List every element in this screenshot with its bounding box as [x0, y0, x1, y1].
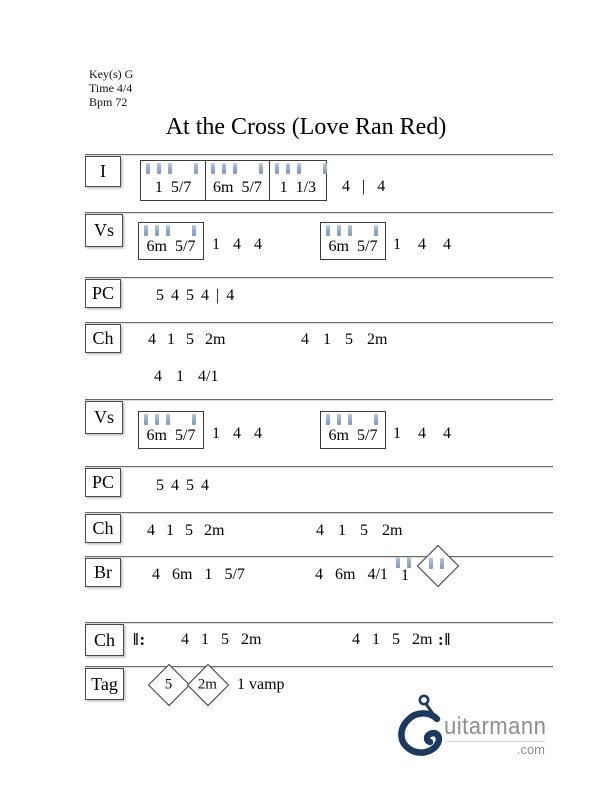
section-label-prechorus: PC [85, 468, 121, 497]
measure-cell [206, 161, 269, 200]
chord-text: 1 5/7 [154, 179, 192, 196]
section-line [85, 556, 553, 557]
measure-box [138, 222, 204, 260]
section-line [85, 666, 553, 667]
chord-text: 6m 5/7 [146, 427, 196, 444]
section-label-chorus: Ch [85, 624, 124, 656]
section-label-verse: Vs [85, 214, 123, 247]
chord-text: 6m 5/7 [146, 238, 196, 255]
chord-text: 6m 5/7 [328, 238, 378, 255]
rhythm-ticks [144, 414, 203, 425]
chord-text: 1 [401, 567, 409, 584]
section-line [85, 322, 553, 323]
chord-text: 1 4 4 [393, 425, 451, 442]
section-label-verse: Vs [85, 401, 123, 434]
section-label-bridge: Br [85, 558, 121, 587]
section-label-intro: I [85, 156, 121, 187]
rhythm-ticks [275, 163, 334, 174]
rhythm-ticks [146, 163, 205, 174]
chord-text: 2m [198, 676, 218, 693]
section-label-chorus: Ch [85, 324, 121, 353]
measure-box [138, 411, 204, 449]
chord-text: 4 1 4/1 [154, 368, 219, 385]
bpm: Bpm 72 [89, 95, 128, 109]
chord-text: 6m 5/7 [213, 179, 262, 196]
chord-text: 1 vamp [237, 676, 285, 693]
rhythm-ticks [326, 414, 385, 425]
logo-text: uitarmann [444, 713, 547, 740]
chord-text: 4 1 5 2m [352, 631, 433, 648]
chord-text: 5 4 5 4 | 4 [156, 287, 235, 304]
chord-text: 4 6m 1 5/7 [152, 566, 245, 583]
measure-cell [139, 223, 203, 259]
chord-text: 5 4 5 4 [156, 477, 209, 494]
chord-text: 4 1 5 2m [181, 631, 262, 648]
rhythm-ticks [211, 163, 270, 174]
chord-text: 4 1 5 2m [148, 331, 226, 348]
section-line [85, 399, 553, 400]
chord-text: 4 6m 4/1 [315, 566, 388, 583]
measure-cell [321, 412, 385, 448]
chord-text: 1 1/3 [279, 179, 317, 196]
section-line [85, 512, 553, 513]
chord-text: 6m 5/7 [328, 427, 378, 444]
chord-text: 1 4 4 [393, 236, 451, 253]
chord-text: 1 4 4 [212, 425, 262, 442]
page-title: At the Cross (Love Ran Red) [165, 114, 447, 140]
logo-tld: .com [516, 742, 545, 757]
section-label-tag: Tag [85, 668, 124, 700]
rhythm-ticks [326, 225, 385, 236]
rhythm-ticks [429, 558, 451, 569]
repeat-open-sign: ‖: [133, 630, 147, 649]
section-label-prechorus: PC [85, 279, 121, 308]
section-line [85, 212, 553, 213]
measure-cell [270, 161, 326, 200]
section-line [85, 277, 553, 278]
diamond-chord [187, 664, 229, 706]
chord-text: 1 4 4 [212, 236, 262, 253]
measure-cell [321, 223, 385, 259]
section-line [85, 466, 553, 467]
measure-box [320, 411, 386, 449]
time-signature: Time 4/4 [89, 81, 133, 95]
section-label-chorus: Ch [85, 514, 121, 543]
rhythm-ticks [144, 225, 203, 236]
measure-box [320, 222, 386, 260]
measure-cell [141, 161, 206, 200]
chord-text: 4 1 5 2m [316, 522, 403, 539]
diamond-chord [148, 664, 190, 706]
measure-cell [139, 412, 203, 448]
chord-text: 4 1 5 2m [147, 522, 225, 539]
chord-text: 5 [165, 676, 173, 693]
chord-text: 4 1 5 2m [301, 331, 388, 348]
song-key: Key(s) G [89, 67, 134, 81]
section-line [85, 154, 553, 155]
repeat-close-sign: :‖ [438, 630, 452, 649]
section-line [85, 622, 553, 623]
measure-box [140, 160, 327, 201]
chord-text: 4 | 4 [342, 178, 386, 195]
